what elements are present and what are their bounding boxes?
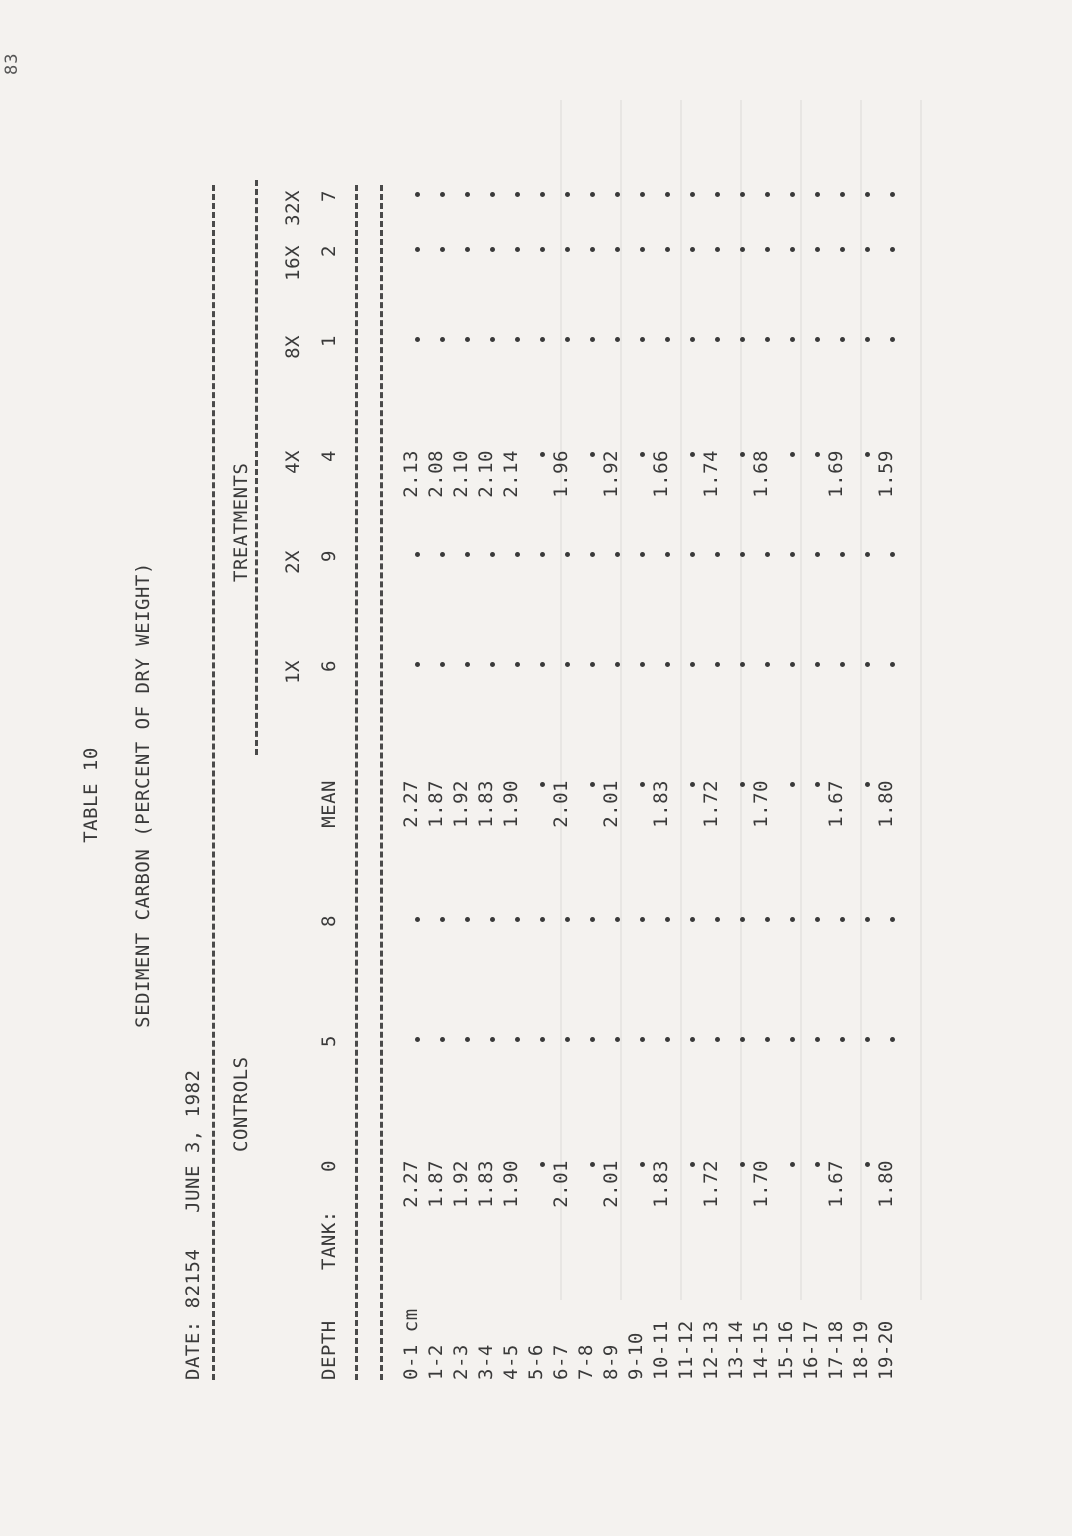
empty-value-dot bbox=[415, 917, 420, 922]
value-cell: 1.80 bbox=[875, 1160, 897, 1208]
empty-value-dot bbox=[515, 552, 520, 557]
empty-value-dot bbox=[890, 552, 895, 557]
empty-value-dot bbox=[490, 917, 495, 922]
empty-value-dot bbox=[465, 247, 470, 252]
empty-value-dot bbox=[640, 662, 645, 667]
value-cell: 1.80 bbox=[875, 780, 897, 828]
empty-value-dot bbox=[490, 552, 495, 557]
value-cell: 1.87 bbox=[425, 1160, 447, 1208]
empty-value-dot bbox=[690, 917, 695, 922]
value-cell: 2.13 bbox=[400, 450, 422, 498]
empty-value-dot bbox=[415, 662, 420, 667]
empty-value-dot bbox=[415, 1037, 420, 1042]
empty-value-dot bbox=[540, 552, 545, 557]
empty-value-dot bbox=[665, 247, 670, 252]
empty-value-dot bbox=[765, 1037, 770, 1042]
empty-value-dot bbox=[490, 337, 495, 342]
empty-value-dot bbox=[865, 1037, 870, 1042]
empty-value-dot bbox=[815, 1162, 820, 1167]
empty-value-dot bbox=[740, 452, 745, 457]
value-cell: 1.83 bbox=[475, 1160, 497, 1208]
empty-value-dot bbox=[790, 662, 795, 667]
empty-value-dot bbox=[865, 552, 870, 557]
empty-value-dot bbox=[865, 1162, 870, 1167]
empty-value-dot bbox=[590, 552, 595, 557]
empty-value-dot bbox=[465, 552, 470, 557]
empty-value-dot bbox=[890, 192, 895, 197]
empty-value-dot bbox=[440, 552, 445, 557]
empty-value-dot bbox=[640, 1037, 645, 1042]
value-cell: 2.10 bbox=[475, 450, 497, 498]
empty-value-dot bbox=[765, 552, 770, 557]
empty-value-dot bbox=[515, 337, 520, 342]
empty-value-dot bbox=[740, 247, 745, 252]
col-tank-t1: 1 bbox=[318, 335, 340, 347]
empty-value-dot bbox=[840, 1037, 845, 1042]
empty-value-dot bbox=[590, 1037, 595, 1042]
value-cell: 2.01 bbox=[550, 780, 572, 828]
empty-value-dot bbox=[765, 337, 770, 342]
value-cell: 1.96 bbox=[550, 450, 572, 498]
depth-cell: 9-10 bbox=[625, 1332, 647, 1380]
empty-value-dot bbox=[415, 247, 420, 252]
value-cell: 2.08 bbox=[425, 450, 447, 498]
empty-value-dot bbox=[715, 917, 720, 922]
empty-value-dot bbox=[565, 552, 570, 557]
empty-value-dot bbox=[465, 662, 470, 667]
empty-value-dot bbox=[890, 247, 895, 252]
col-tank-t6: 6 bbox=[318, 660, 340, 672]
empty-value-dot bbox=[715, 552, 720, 557]
depth-cell: 16-17 bbox=[800, 1320, 822, 1380]
col-tank-t7: 7 bbox=[318, 190, 340, 202]
empty-value-dot bbox=[565, 337, 570, 342]
empty-value-dot bbox=[615, 662, 620, 667]
group-treatments: TREATMENTS bbox=[230, 462, 252, 582]
empty-value-dot bbox=[565, 1037, 570, 1042]
empty-value-dot bbox=[415, 552, 420, 557]
empty-value-dot bbox=[640, 782, 645, 787]
value-cell: 1.83 bbox=[475, 780, 497, 828]
empty-value-dot bbox=[440, 662, 445, 667]
empty-value-dot bbox=[865, 917, 870, 922]
empty-value-dot bbox=[590, 1162, 595, 1167]
empty-value-dot bbox=[740, 917, 745, 922]
col-tank-t2: 2 bbox=[318, 245, 340, 257]
table-title: TABLE 10 bbox=[80, 747, 102, 843]
empty-value-dot bbox=[690, 337, 695, 342]
empty-value-dot bbox=[690, 247, 695, 252]
value-cell: 1.67 bbox=[825, 780, 847, 828]
empty-value-dot bbox=[865, 452, 870, 457]
empty-value-dot bbox=[540, 247, 545, 252]
col-dose-t7: 32X bbox=[282, 190, 304, 226]
empty-value-dot bbox=[515, 192, 520, 197]
empty-value-dot bbox=[815, 337, 820, 342]
empty-value-dot bbox=[490, 662, 495, 667]
top-rule bbox=[212, 185, 215, 1380]
value-cell: 1.83 bbox=[650, 1160, 672, 1208]
value-cell: 2.10 bbox=[450, 450, 472, 498]
empty-value-dot bbox=[815, 662, 820, 667]
empty-value-dot bbox=[715, 337, 720, 342]
empty-value-dot bbox=[540, 782, 545, 787]
empty-value-dot bbox=[465, 337, 470, 342]
empty-value-dot bbox=[765, 917, 770, 922]
depth-cell: 18-19 bbox=[850, 1320, 872, 1380]
value-cell: 1.90 bbox=[500, 780, 522, 828]
empty-value-dot bbox=[665, 662, 670, 667]
depth-cell: 17-18 bbox=[825, 1320, 847, 1380]
empty-value-dot bbox=[565, 192, 570, 197]
empty-value-dot bbox=[790, 552, 795, 557]
col-tank-t5: 5 bbox=[318, 1035, 340, 1047]
col-tank-t9: 9 bbox=[318, 550, 340, 562]
empty-value-dot bbox=[815, 552, 820, 557]
col-tank-t0: 0 bbox=[318, 1160, 340, 1172]
empty-value-dot bbox=[865, 782, 870, 787]
empty-value-dot bbox=[465, 1037, 470, 1042]
empty-value-dot bbox=[465, 192, 470, 197]
col-dose-t9: 2X bbox=[282, 550, 304, 574]
depth-cell: 12-13 bbox=[700, 1320, 722, 1380]
empty-value-dot bbox=[640, 192, 645, 197]
depth-cell: 2-3 bbox=[450, 1344, 472, 1380]
value-cell: 1.90 bbox=[500, 1160, 522, 1208]
empty-value-dot bbox=[665, 1037, 670, 1042]
empty-value-dot bbox=[740, 1162, 745, 1167]
depth-cell: 13-14 bbox=[725, 1320, 747, 1380]
value-cell: 1.92 bbox=[600, 450, 622, 498]
empty-value-dot bbox=[590, 337, 595, 342]
empty-value-dot bbox=[690, 452, 695, 457]
empty-value-dot bbox=[740, 337, 745, 342]
value-cell: 2.01 bbox=[600, 780, 622, 828]
value-cell: 1.87 bbox=[425, 780, 447, 828]
empty-value-dot bbox=[565, 247, 570, 252]
empty-value-dot bbox=[790, 782, 795, 787]
empty-value-dot bbox=[640, 1162, 645, 1167]
empty-value-dot bbox=[640, 452, 645, 457]
empty-value-dot bbox=[540, 1162, 545, 1167]
empty-value-dot bbox=[615, 1037, 620, 1042]
empty-value-dot bbox=[440, 917, 445, 922]
empty-value-dot bbox=[815, 782, 820, 787]
header-rule-2 bbox=[380, 185, 383, 1380]
empty-value-dot bbox=[715, 247, 720, 252]
depth-cell: 0-1 cm bbox=[400, 1308, 422, 1380]
empty-value-dot bbox=[540, 1037, 545, 1042]
value-cell: 2.27 bbox=[400, 780, 422, 828]
depth-cell: 15-16 bbox=[775, 1320, 797, 1380]
empty-value-dot bbox=[740, 782, 745, 787]
empty-value-dot bbox=[515, 662, 520, 667]
empty-value-dot bbox=[715, 662, 720, 667]
empty-value-dot bbox=[840, 662, 845, 667]
empty-value-dot bbox=[440, 1037, 445, 1042]
depth-cell: 19-20 bbox=[875, 1320, 897, 1380]
empty-value-dot bbox=[740, 1037, 745, 1042]
depth-cell: 11-12 bbox=[675, 1320, 697, 1380]
value-cell: 2.01 bbox=[600, 1160, 622, 1208]
empty-value-dot bbox=[790, 192, 795, 197]
treatments-rule bbox=[255, 180, 258, 755]
empty-value-dot bbox=[440, 247, 445, 252]
empty-value-dot bbox=[590, 782, 595, 787]
depth-cell: 14-15 bbox=[750, 1320, 772, 1380]
empty-value-dot bbox=[765, 192, 770, 197]
empty-value-dot bbox=[890, 662, 895, 667]
empty-value-dot bbox=[590, 192, 595, 197]
empty-value-dot bbox=[790, 337, 795, 342]
empty-value-dot bbox=[790, 1162, 795, 1167]
empty-value-dot bbox=[565, 662, 570, 667]
tank-prefix: TANK: bbox=[318, 1210, 340, 1270]
value-cell: 1.92 bbox=[450, 780, 472, 828]
empty-value-dot bbox=[815, 917, 820, 922]
empty-value-dot bbox=[715, 192, 720, 197]
col-tank-t8: 8 bbox=[318, 915, 340, 927]
value-cell: 1.67 bbox=[825, 1160, 847, 1208]
empty-value-dot bbox=[665, 552, 670, 557]
empty-value-dot bbox=[665, 337, 670, 342]
col-tank-mean: MEAN bbox=[318, 780, 340, 828]
empty-value-dot bbox=[765, 662, 770, 667]
depth-cell: 3-4 bbox=[475, 1344, 497, 1380]
empty-value-dot bbox=[740, 192, 745, 197]
depth-cell: 4-5 bbox=[500, 1344, 522, 1380]
empty-value-dot bbox=[690, 782, 695, 787]
table-subtitle: SEDIMENT CARBON (PERCENT OF DRY WEIGHT) bbox=[132, 562, 154, 1028]
empty-value-dot bbox=[565, 917, 570, 922]
empty-value-dot bbox=[490, 1037, 495, 1042]
empty-value-dot bbox=[590, 917, 595, 922]
empty-value-dot bbox=[615, 917, 620, 922]
empty-value-dot bbox=[615, 192, 620, 197]
empty-value-dot bbox=[865, 192, 870, 197]
empty-value-dot bbox=[790, 452, 795, 457]
value-cell: 1.70 bbox=[750, 780, 772, 828]
empty-value-dot bbox=[515, 1037, 520, 1042]
value-cell: 1.92 bbox=[450, 1160, 472, 1208]
group-controls: CONTROLS bbox=[230, 1056, 252, 1152]
empty-value-dot bbox=[890, 1037, 895, 1042]
value-cell: 2.14 bbox=[500, 450, 522, 498]
empty-value-dot bbox=[540, 337, 545, 342]
empty-value-dot bbox=[690, 192, 695, 197]
empty-value-dot bbox=[815, 247, 820, 252]
col-dose-t1: 8X bbox=[282, 335, 304, 359]
depth-cell: 1-2 bbox=[425, 1344, 447, 1380]
empty-value-dot bbox=[840, 917, 845, 922]
empty-value-dot bbox=[890, 337, 895, 342]
empty-value-dot bbox=[865, 247, 870, 252]
value-cell: 1.83 bbox=[650, 780, 672, 828]
depth-cell: 7-8 bbox=[575, 1344, 597, 1380]
empty-value-dot bbox=[840, 247, 845, 252]
empty-value-dot bbox=[640, 247, 645, 252]
empty-value-dot bbox=[415, 192, 420, 197]
empty-value-dot bbox=[790, 1037, 795, 1042]
empty-value-dot bbox=[865, 662, 870, 667]
empty-value-dot bbox=[590, 662, 595, 667]
value-cell: 1.68 bbox=[750, 450, 772, 498]
empty-value-dot bbox=[840, 337, 845, 342]
value-cell: 1.69 bbox=[825, 450, 847, 498]
empty-value-dot bbox=[440, 192, 445, 197]
empty-value-dot bbox=[590, 247, 595, 252]
empty-value-dot bbox=[540, 917, 545, 922]
empty-value-dot bbox=[490, 247, 495, 252]
empty-value-dot bbox=[690, 662, 695, 667]
empty-value-dot bbox=[465, 917, 470, 922]
col-tank-t4: 4 bbox=[318, 450, 340, 462]
rotated-table-frame bbox=[70, 180, 900, 1420]
empty-value-dot bbox=[590, 452, 595, 457]
empty-value-dot bbox=[640, 337, 645, 342]
empty-value-dot bbox=[815, 452, 820, 457]
empty-value-dot bbox=[440, 337, 445, 342]
empty-value-dot bbox=[615, 552, 620, 557]
empty-value-dot bbox=[540, 452, 545, 457]
empty-value-dot bbox=[665, 192, 670, 197]
empty-value-dot bbox=[640, 917, 645, 922]
empty-value-dot bbox=[640, 552, 645, 557]
empty-value-dot bbox=[790, 247, 795, 252]
empty-value-dot bbox=[740, 552, 745, 557]
value-cell: 1.72 bbox=[700, 1160, 722, 1208]
empty-value-dot bbox=[815, 1037, 820, 1042]
depth-cell: 10-11 bbox=[650, 1320, 672, 1380]
empty-value-dot bbox=[840, 192, 845, 197]
empty-value-dot bbox=[815, 192, 820, 197]
empty-value-dot bbox=[790, 917, 795, 922]
page-number: 83 bbox=[2, 52, 22, 75]
value-cell: 1.74 bbox=[700, 450, 722, 498]
depth-cell: 6-7 bbox=[550, 1344, 572, 1380]
empty-value-dot bbox=[665, 917, 670, 922]
value-cell: 1.72 bbox=[700, 780, 722, 828]
depth-cell: 5-6 bbox=[525, 1344, 547, 1380]
value-cell: 1.70 bbox=[750, 1160, 772, 1208]
empty-value-dot bbox=[515, 247, 520, 252]
empty-value-dot bbox=[690, 552, 695, 557]
value-cell: 2.01 bbox=[550, 1160, 572, 1208]
empty-value-dot bbox=[615, 337, 620, 342]
empty-value-dot bbox=[415, 337, 420, 342]
value-cell: 1.59 bbox=[875, 450, 897, 498]
empty-value-dot bbox=[715, 1037, 720, 1042]
empty-value-dot bbox=[740, 662, 745, 667]
empty-value-dot bbox=[765, 247, 770, 252]
empty-value-dot bbox=[615, 247, 620, 252]
depth-header: DEPTH bbox=[318, 1320, 340, 1380]
empty-value-dot bbox=[865, 337, 870, 342]
value-cell: 2.27 bbox=[400, 1160, 422, 1208]
depth-cell: 8-9 bbox=[600, 1344, 622, 1380]
empty-value-dot bbox=[690, 1162, 695, 1167]
empty-value-dot bbox=[840, 552, 845, 557]
empty-value-dot bbox=[515, 917, 520, 922]
empty-value-dot bbox=[540, 662, 545, 667]
col-dose-t4: 4X bbox=[282, 450, 304, 474]
header-rule-1 bbox=[355, 185, 358, 1380]
date-line: DATE: 82154 JUNE 3, 1982 bbox=[182, 1069, 204, 1380]
empty-value-dot bbox=[690, 1037, 695, 1042]
value-cell: 1.66 bbox=[650, 450, 672, 498]
col-dose-t2: 16X bbox=[282, 245, 304, 281]
empty-value-dot bbox=[490, 192, 495, 197]
col-dose-t6: 1X bbox=[282, 660, 304, 684]
empty-value-dot bbox=[890, 917, 895, 922]
empty-value-dot bbox=[540, 192, 545, 197]
